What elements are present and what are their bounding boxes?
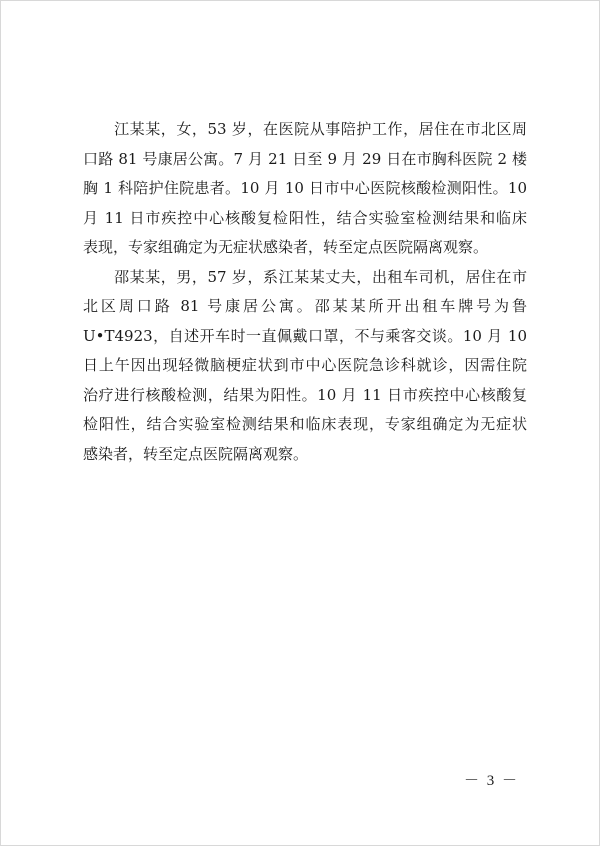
paragraph-2 — [83, 263, 527, 470]
paragraph-line: 月 11 日市疾控中心核酸复检阳性，结合实验室检测结果和临床 — [83, 208, 527, 227]
paragraph-line: 日上午因出现轻微脑梗症状到市中心医院急诊科就诊，因需住院 — [83, 356, 527, 374]
paragraph-line: 北区周口路 81 号康居公寓。邵某某所开出租车牌号为鲁 — [83, 297, 527, 315]
paragraph-1 — [83, 115, 527, 263]
page-number: － 3 － — [463, 773, 519, 789]
paragraph-line: U•T4923，自述开车时一直佩戴口罩，不与乘客交谈。10 月 10 — [83, 326, 527, 345]
paragraph-line: 治疗进行核酸检测，结果为阳性。10 月 11 日市疾控中心核酸复 — [83, 385, 527, 404]
document-body — [83, 115, 527, 469]
paragraph-line: 江某某，女，53 岁，在医院从事陪护工作，居住在市北区周 — [83, 120, 527, 138]
paragraph-line: 表现，专家组确定为无症状感染者，转至定点医院隔离观察。 — [83, 238, 489, 256]
paragraph-line: 邵某某，男，57 岁，系江某某丈夫，出租车司机，居住在市 — [83, 267, 527, 286]
paragraph-line: 口路 81 号康居公寓。7 月 21 日至 9 月 29 日在市胸科医院 2 楼 — [83, 149, 527, 168]
paragraph-line: 胸 1 科陪护住院患者。10 月 10 日市中心医院核酸检测阳性。10 — [83, 179, 527, 197]
paragraph-line: 检阳性，结合实验室检测结果和临床表现，专家组确定为无症状 — [83, 415, 527, 433]
paragraph-line: 感染者，转至定点医院隔离观察。 — [83, 444, 309, 463]
